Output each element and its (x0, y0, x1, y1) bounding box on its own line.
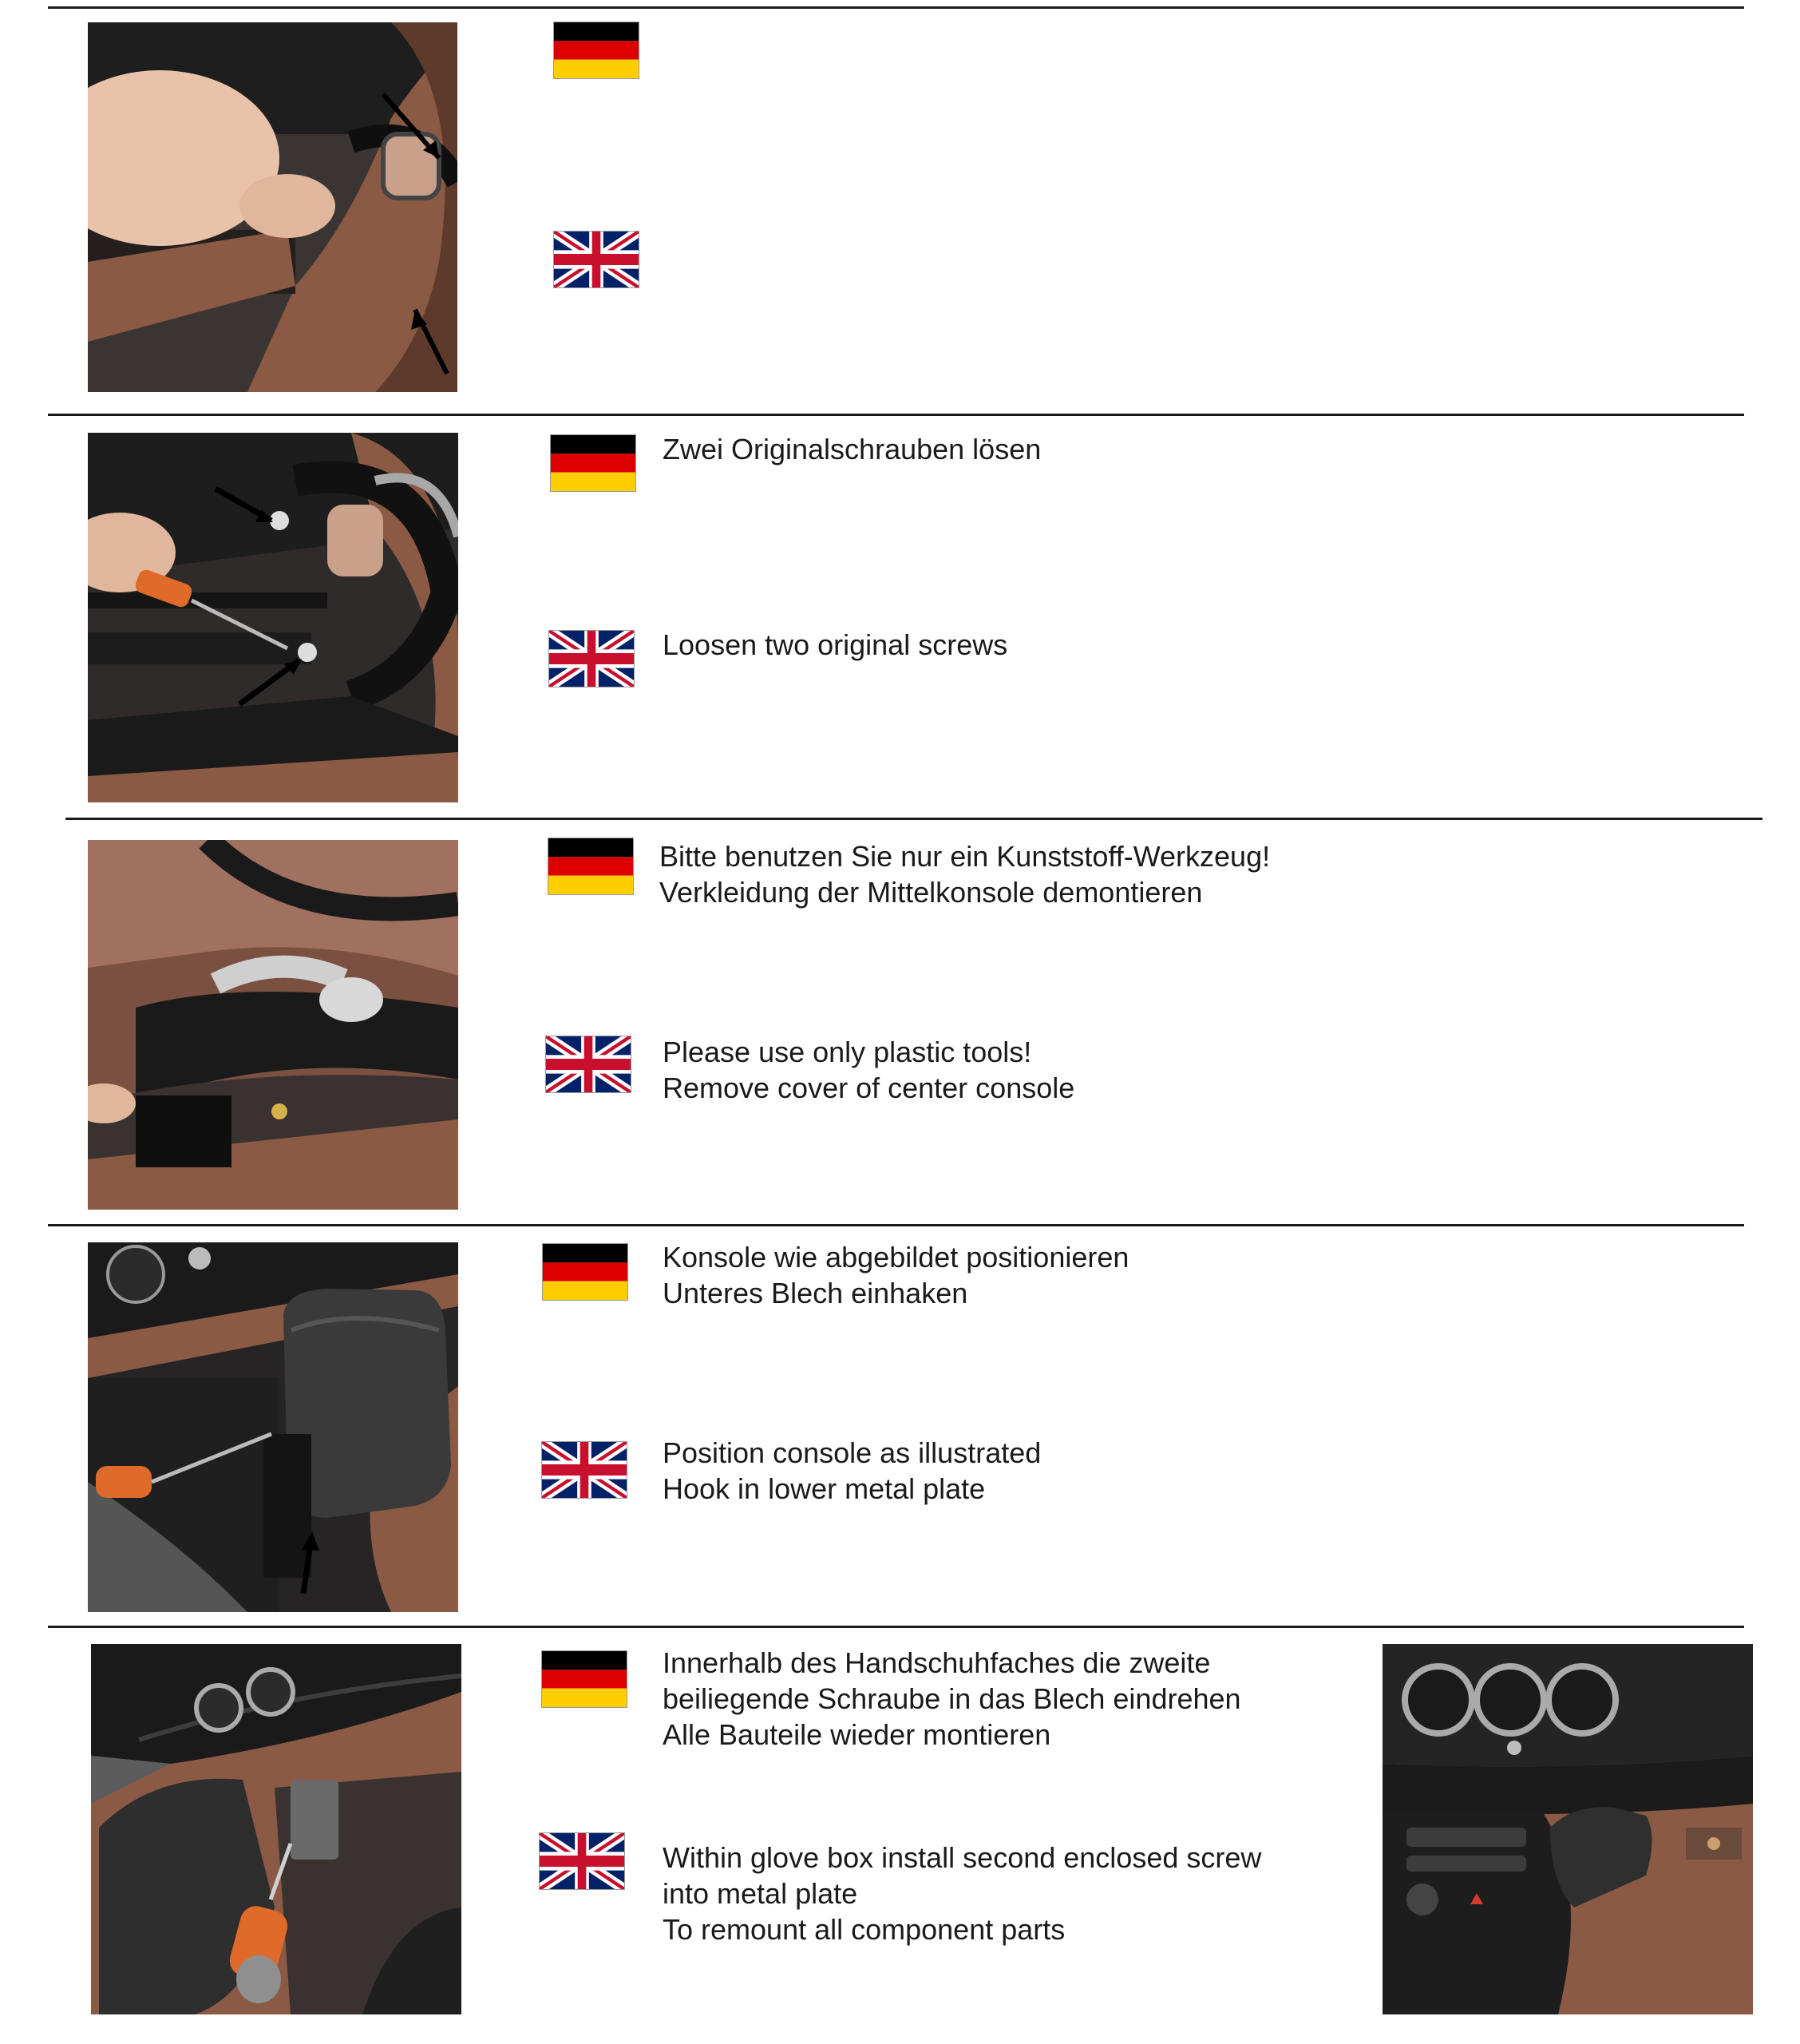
instruction-line: beiliegende Schraube in das Blech eindrehen (663, 1682, 1241, 1715)
cupholder-cover-removal-photo (88, 22, 457, 392)
installed-console-result-photo (1383, 1644, 1753, 2014)
instruction-line: Alle Bauteile wieder montieren (663, 1718, 1051, 1751)
instruction-line: Position console as illustrated (663, 1436, 1042, 1469)
instruction-line: Loosen two original screws (663, 628, 1008, 661)
instruction-line: Bitte benutzen Sie nur ein Kunststoff-Werkzeug! (659, 840, 1271, 873)
instruction-line: Remove cover of center console (663, 1072, 1075, 1104)
step-3-instruction-en (663, 1034, 1074, 1106)
instruction-line: Within glove box install second enclosed screw (663, 1841, 1262, 1874)
instruction-line: Unteres Blech einhaken (663, 1277, 968, 1309)
instruction-line: To remount all component parts (663, 1913, 1066, 1946)
instruction-line: into metal plate (663, 1877, 858, 1910)
separator-rule-2 (48, 414, 1744, 416)
german-flag-icon (551, 435, 635, 491)
step-5-instruction-en (663, 1840, 1261, 1947)
uk-flag-icon (546, 1036, 631, 1092)
center-console-cover-photo (88, 840, 458, 1210)
instruction-line: Zwei Originalschrauben lösen (663, 433, 1042, 465)
german-flag-icon (543, 1244, 627, 1300)
instruction-line: Please use only plastic tools! (663, 1036, 1032, 1068)
uk-flag-icon (540, 1833, 624, 1889)
step-3-instruction-de (659, 838, 1270, 910)
step-5-instruction-de (663, 1645, 1241, 1753)
glove-box-screw-photo (91, 1644, 461, 2014)
separator-rule-5 (48, 1626, 1744, 1628)
german-flag-icon (548, 838, 633, 894)
separator-rule-1 (48, 6, 1744, 9)
german-flag-icon (542, 1651, 627, 1707)
instruction-line: Innerhalb des Handschuhfaches die zweite (663, 1646, 1211, 1679)
instruction-line: Verkleidung der Mittelkonsole demontieren (659, 876, 1203, 909)
step-4-instruction-de (663, 1239, 1129, 1311)
german-flag-icon (554, 22, 639, 78)
console-position-photo (88, 1242, 458, 1612)
instruction-line: Hook in lower metal plate (663, 1472, 986, 1505)
instruction-line: Konsole wie abgebildet positionieren (663, 1241, 1129, 1274)
step-2-instruction-de (663, 431, 1041, 467)
step-2-instruction-en (663, 627, 1007, 663)
original-screws-photo (88, 433, 458, 802)
uk-flag-icon (549, 631, 634, 687)
separator-rule-3 (65, 818, 1762, 820)
separator-rule-4 (48, 1224, 1744, 1226)
step-4-instruction-en (663, 1435, 1041, 1507)
uk-flag-icon (554, 232, 639, 287)
uk-flag-icon (542, 1442, 627, 1498)
